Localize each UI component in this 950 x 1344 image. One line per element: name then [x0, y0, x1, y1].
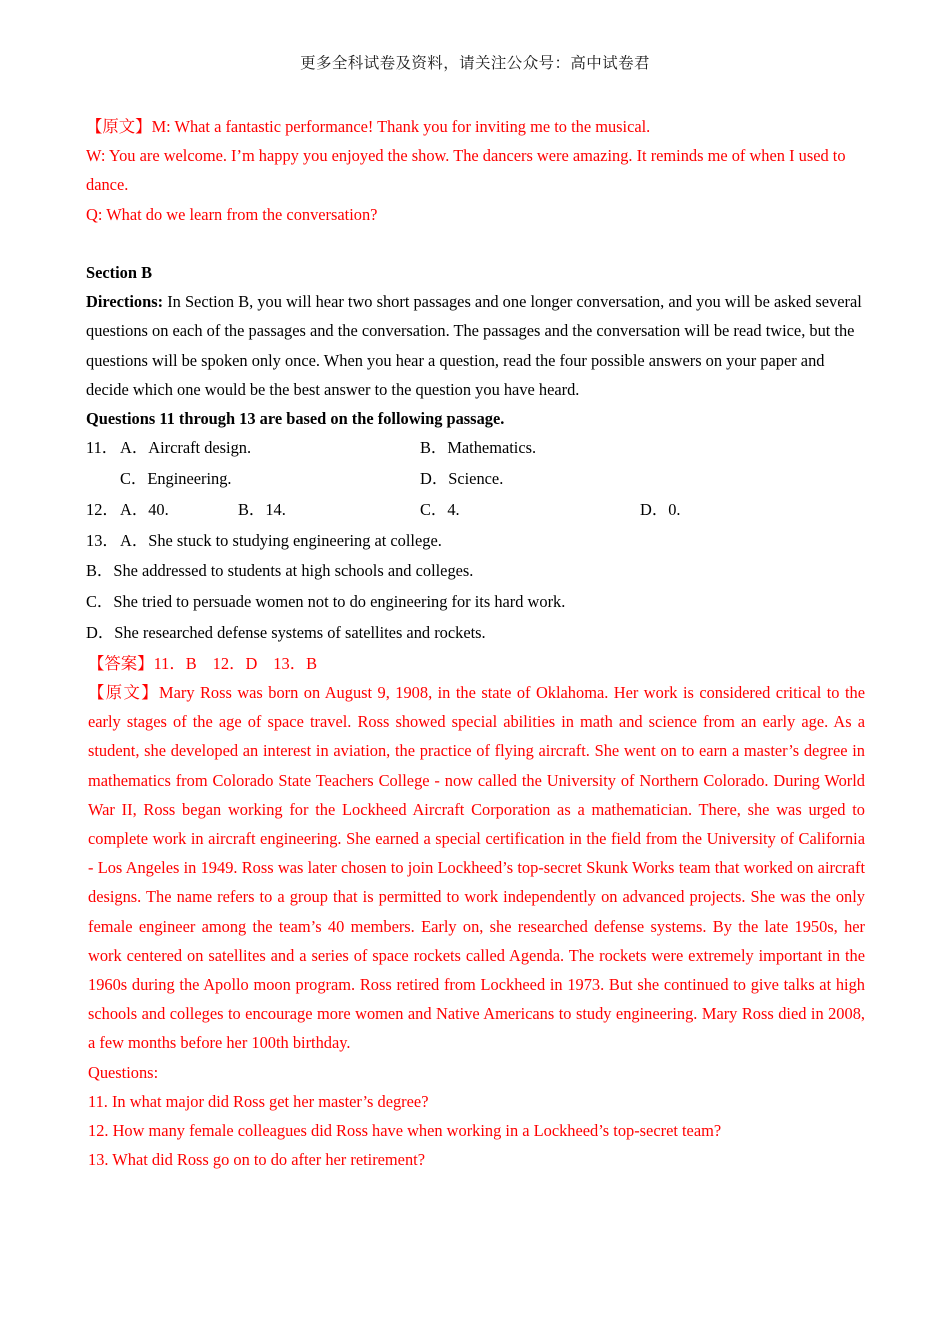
option-text: Science.: [448, 469, 504, 489]
directions-paragraph: [86, 287, 865, 404]
question-12-row: [86, 495, 865, 526]
option-text: Aircraft design.: [148, 438, 252, 458]
spoken-question-11: 11. In what major did Ross get her master’s degree?: [88, 1091, 429, 1111]
option-letter: C．: [86, 592, 114, 612]
question-12-option-d[interactable]: [640, 495, 865, 526]
spoken-question-12: 12. How many female colleagues did Ross have when working in a Lockheed’s top-secret team?: [88, 1121, 722, 1141]
option-letter: C．: [120, 469, 148, 489]
transcript-passage-text: Mary Ross was born on August 9, 1908, in the state of Oklahoma. Her work is considered critical to the early stages of the age of space travel. Ross showed special abilities in math and science from an early age. As a student, she developed an interest in aviation, the practice of flying aircraft. She went on to earn a master’s degree in mathematics from Colorado State Teachers College - now called the University of Northern Colorado. During World War II, Ross began working for the Lockheed Aircraft Corporation as a mathematician. There, she was urged to complete work in aircraft engineering. She earned a special certification in the field from the University of California - Los Angeles in 1949. Ross was later chosen to join Lockheed’s top-secret Skunk Works team that worked on aircraft designs. The name refers to a group that is permitted to work independently on advanced projects. She was the only female engineer among the team’s 40 members. Early on, she researched defense systems. By the late 1950s, her work centered on satellites and a series of space rockets called Agenda. The rockets were extremely important in the 1960s during the Apollo moon program. Ross retired from Lockheed in 1973. But she continued to give talks at high schools and colleges to encourage more women and Native Americans to study engineering. Mary Ross died in 2008, a few months before her 100th birthday.: [88, 683, 865, 1053]
spoken-question-13: 13. What did Ross go on to do after her retirement?: [88, 1150, 425, 1170]
document-body: [86, 112, 865, 1174]
transcript-passage-label: 【原文】: [88, 683, 160, 702]
answer-item: 12．D: [212, 653, 258, 673]
directions-text: In Section B, you will hear two short passages and one longer conversation, and you will be asked several questions on each of the passages and the conversation. The passages and the conversation will be read twice, but the questions will be spoken only once. When you hear a question, read the four possible answers on your paper and decide which one would be the best answer to the question you have heard.: [86, 292, 862, 399]
running-header: 更多全科试卷及资料，请关注公众号：高中试卷君: [300, 54, 650, 72]
question-13-option-d[interactable]: [86, 618, 865, 649]
answer-item: 11．B: [153, 653, 197, 673]
option-text: She stuck to studying engineering at college.: [148, 530, 442, 550]
transcript-top-text-1: M: What a fantastic performance! Thank you for inviting me to the musical.: [151, 117, 651, 136]
option-letter: B．: [238, 499, 266, 519]
question-11-option-b[interactable]: [420, 433, 865, 464]
option-letter: C．: [420, 499, 448, 519]
option-letter: B．: [86, 561, 114, 581]
option-letter: D．: [420, 469, 449, 489]
option-text: She researched defense systems of satellites and rockets.: [114, 623, 486, 642]
answer-key-line: [86, 649, 865, 678]
question-13-number: 13．: [86, 530, 119, 550]
question-13-option-c[interactable]: [86, 587, 865, 618]
transcript-passage: [86, 678, 865, 1058]
option-text: She addressed to students at high schools and colleges.: [113, 561, 474, 581]
spoken-questions-heading: Questions:: [88, 1062, 159, 1082]
option-letter: B．: [420, 438, 448, 458]
transcript-top-line-3: Q: What do we learn from the conversation?: [86, 204, 378, 224]
answer-item: 13．B: [273, 653, 318, 673]
option-letter: A．: [120, 499, 149, 519]
option-letter: A．: [120, 530, 149, 550]
option-text: 40.: [148, 499, 169, 519]
answer-key-label: 【答案】: [88, 653, 154, 673]
option-text: Engineering.: [147, 469, 232, 489]
transcript-label: 【原文】: [86, 117, 152, 136]
transcript-top-line-1: [86, 112, 865, 141]
passage-heading: Questions 11 through 13 are based on the following passage.: [86, 409, 505, 429]
question-11-row-2: [86, 464, 865, 495]
option-text: 0.: [668, 499, 681, 519]
question-11-row-1: [86, 433, 865, 464]
option-text: 4.: [447, 499, 460, 519]
blank-line-spacer: [86, 229, 865, 258]
option-text: Mathematics.: [447, 438, 537, 458]
question-12-option-a[interactable]: [86, 495, 238, 526]
option-letter: D．: [640, 499, 669, 519]
option-text: She tried to persuade women not to do engineering for its hard work.: [113, 592, 566, 612]
question-11-option-d[interactable]: [420, 464, 865, 495]
question-13-option-b[interactable]: [86, 556, 865, 587]
question-11-option-a[interactable]: [86, 433, 420, 464]
transcript-top-line-2: W: You are welcome. I’m happy you enjoyed the show. The dancers were amazing. It reminds me of when I used to dance.: [86, 146, 846, 195]
directions-label: Directions:: [86, 292, 164, 312]
question-12-number: 12．: [86, 499, 119, 519]
question-11-number: 11．: [86, 438, 119, 458]
option-letter: D．: [86, 623, 115, 642]
section-title: Section B: [86, 263, 153, 282]
question-12-option-b[interactable]: [238, 495, 420, 526]
question-13-option-a[interactable]: [86, 526, 865, 557]
option-text: 14.: [265, 499, 286, 519]
option-letter: A．: [120, 438, 149, 458]
question-11-option-c[interactable]: [86, 464, 420, 495]
question-12-option-c[interactable]: [420, 495, 640, 526]
